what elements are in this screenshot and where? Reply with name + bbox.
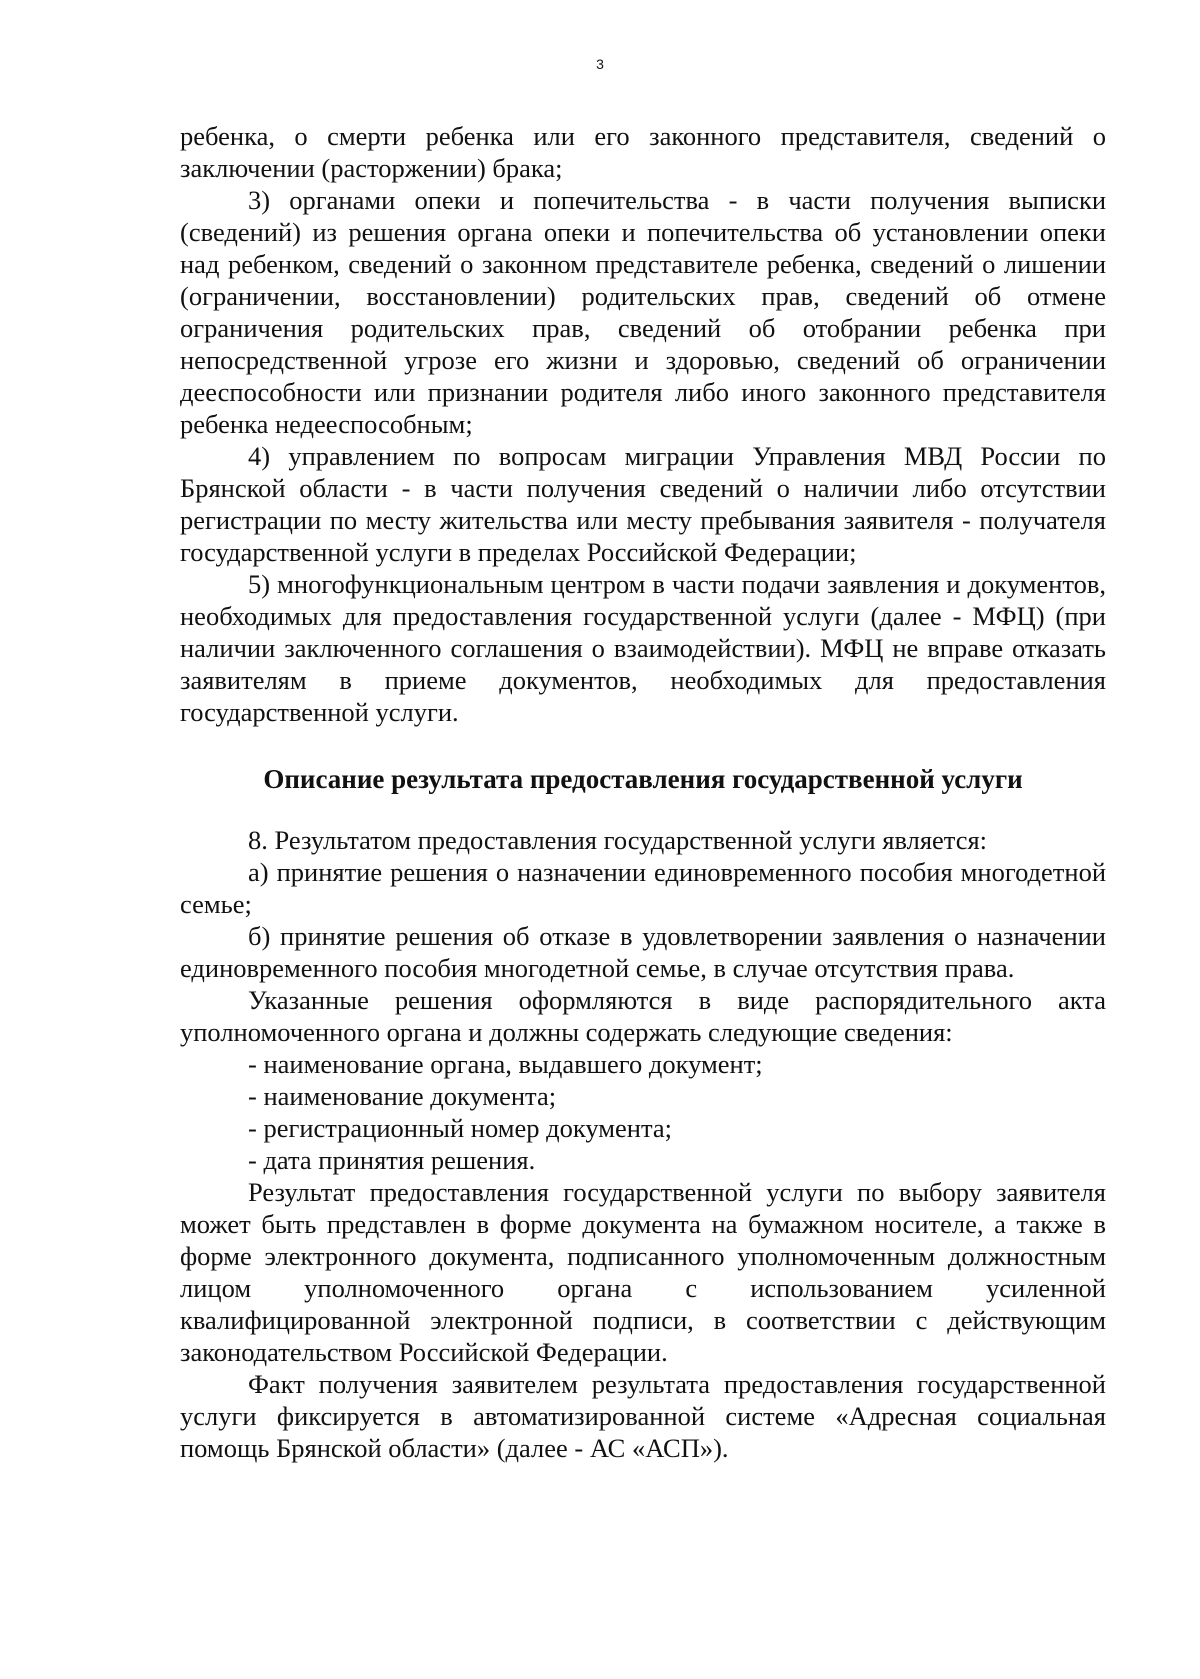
paragraph: б) принятие решения об отказе в удовлетворении заявления о назначении единовременного пособия многодетной семье, в случае отсутствия права.: [180, 921, 1106, 983]
list-item: - наименование документа;: [248, 1081, 557, 1111]
paragraph: 3) органами опеки и попечительства - в части получения выписки (сведений) из решения органа опеки и попечительства об установлении опеки над ребенком, сведений о законном представителе ребенка, сведений о лишении (ограничении, восстановлении) родительских прав, сведений об отмене ограничения родительских прав, сведений об отобрании ребенка при непосредственной угрозе его жизни и здоровью, сведений об ограничении дееспособности или признании родителя либо иного законного представителя ребенка недееспособным;: [180, 185, 1106, 439]
section-end: [180, 1176, 1106, 1464]
list-item: - дата принятия решения.: [248, 1145, 536, 1175]
document-body: [180, 120, 1106, 1464]
section-heading: Описание результата предоставления государственной услуги: [263, 764, 1023, 794]
paragraph: 5) многофункциональным центром в части подачи заявления и документов, необходимых для предоставления государственной услуги (далее - МФЦ) (при наличии заключенного соглашения о взаимодействии). МФЦ не вправе отказать заявителям в приеме документов, необходимых для предоставления государственной услуги.: [180, 569, 1106, 727]
list-item: - регистрационный номер документа;: [248, 1113, 672, 1143]
list-item: - наименование органа, выдавшего документ;: [248, 1049, 763, 1079]
paragraph: Факт получения заявителем результата предоставления государственной услуги фиксируется в автоматизированной системе «Адресная социальная помощь Брянской области» (далее - АС «АСП»).: [180, 1369, 1106, 1463]
paragraph: а) принятие решения о назначении единовременного пособия многодетной семье;: [180, 857, 1106, 919]
paragraph: Результат предоставления государственной услуги по выбору заявителя может быть представлен в форме документа на бумажном носителе, а также в форме электронного документа, подписанного уполномоченным должностным лицом уполномоченного органа с использованием усиленной квалифицированной электронной подписи, в соответствии с действующим законодательством Российской Федерации.: [180, 1177, 1106, 1367]
paragraph: ребенка, о смерти ребенка или его законного представителя, сведений о заключении (расторжении) брака;: [180, 121, 1106, 183]
page-number: 3: [596, 56, 604, 72]
section-before: [180, 120, 1106, 728]
paragraph: Указанные решения оформляются в виде распорядительного акта уполномоченного органа и должны содержать следующие сведения:: [180, 985, 1106, 1047]
paragraph: 8. Результатом предоставления государственной услуги является:: [248, 825, 988, 855]
paragraph: 4) управлением по вопросам миграции Управления МВД России по Брянской области - в части получения сведений о наличии либо отсутствии регистрации по месту жительства или месту пребывания заявителя - получателя государственной услуги в пределах Российской Федерации;: [180, 441, 1106, 567]
required-info-list: [180, 1048, 1106, 1176]
section-after: [180, 824, 1106, 1048]
